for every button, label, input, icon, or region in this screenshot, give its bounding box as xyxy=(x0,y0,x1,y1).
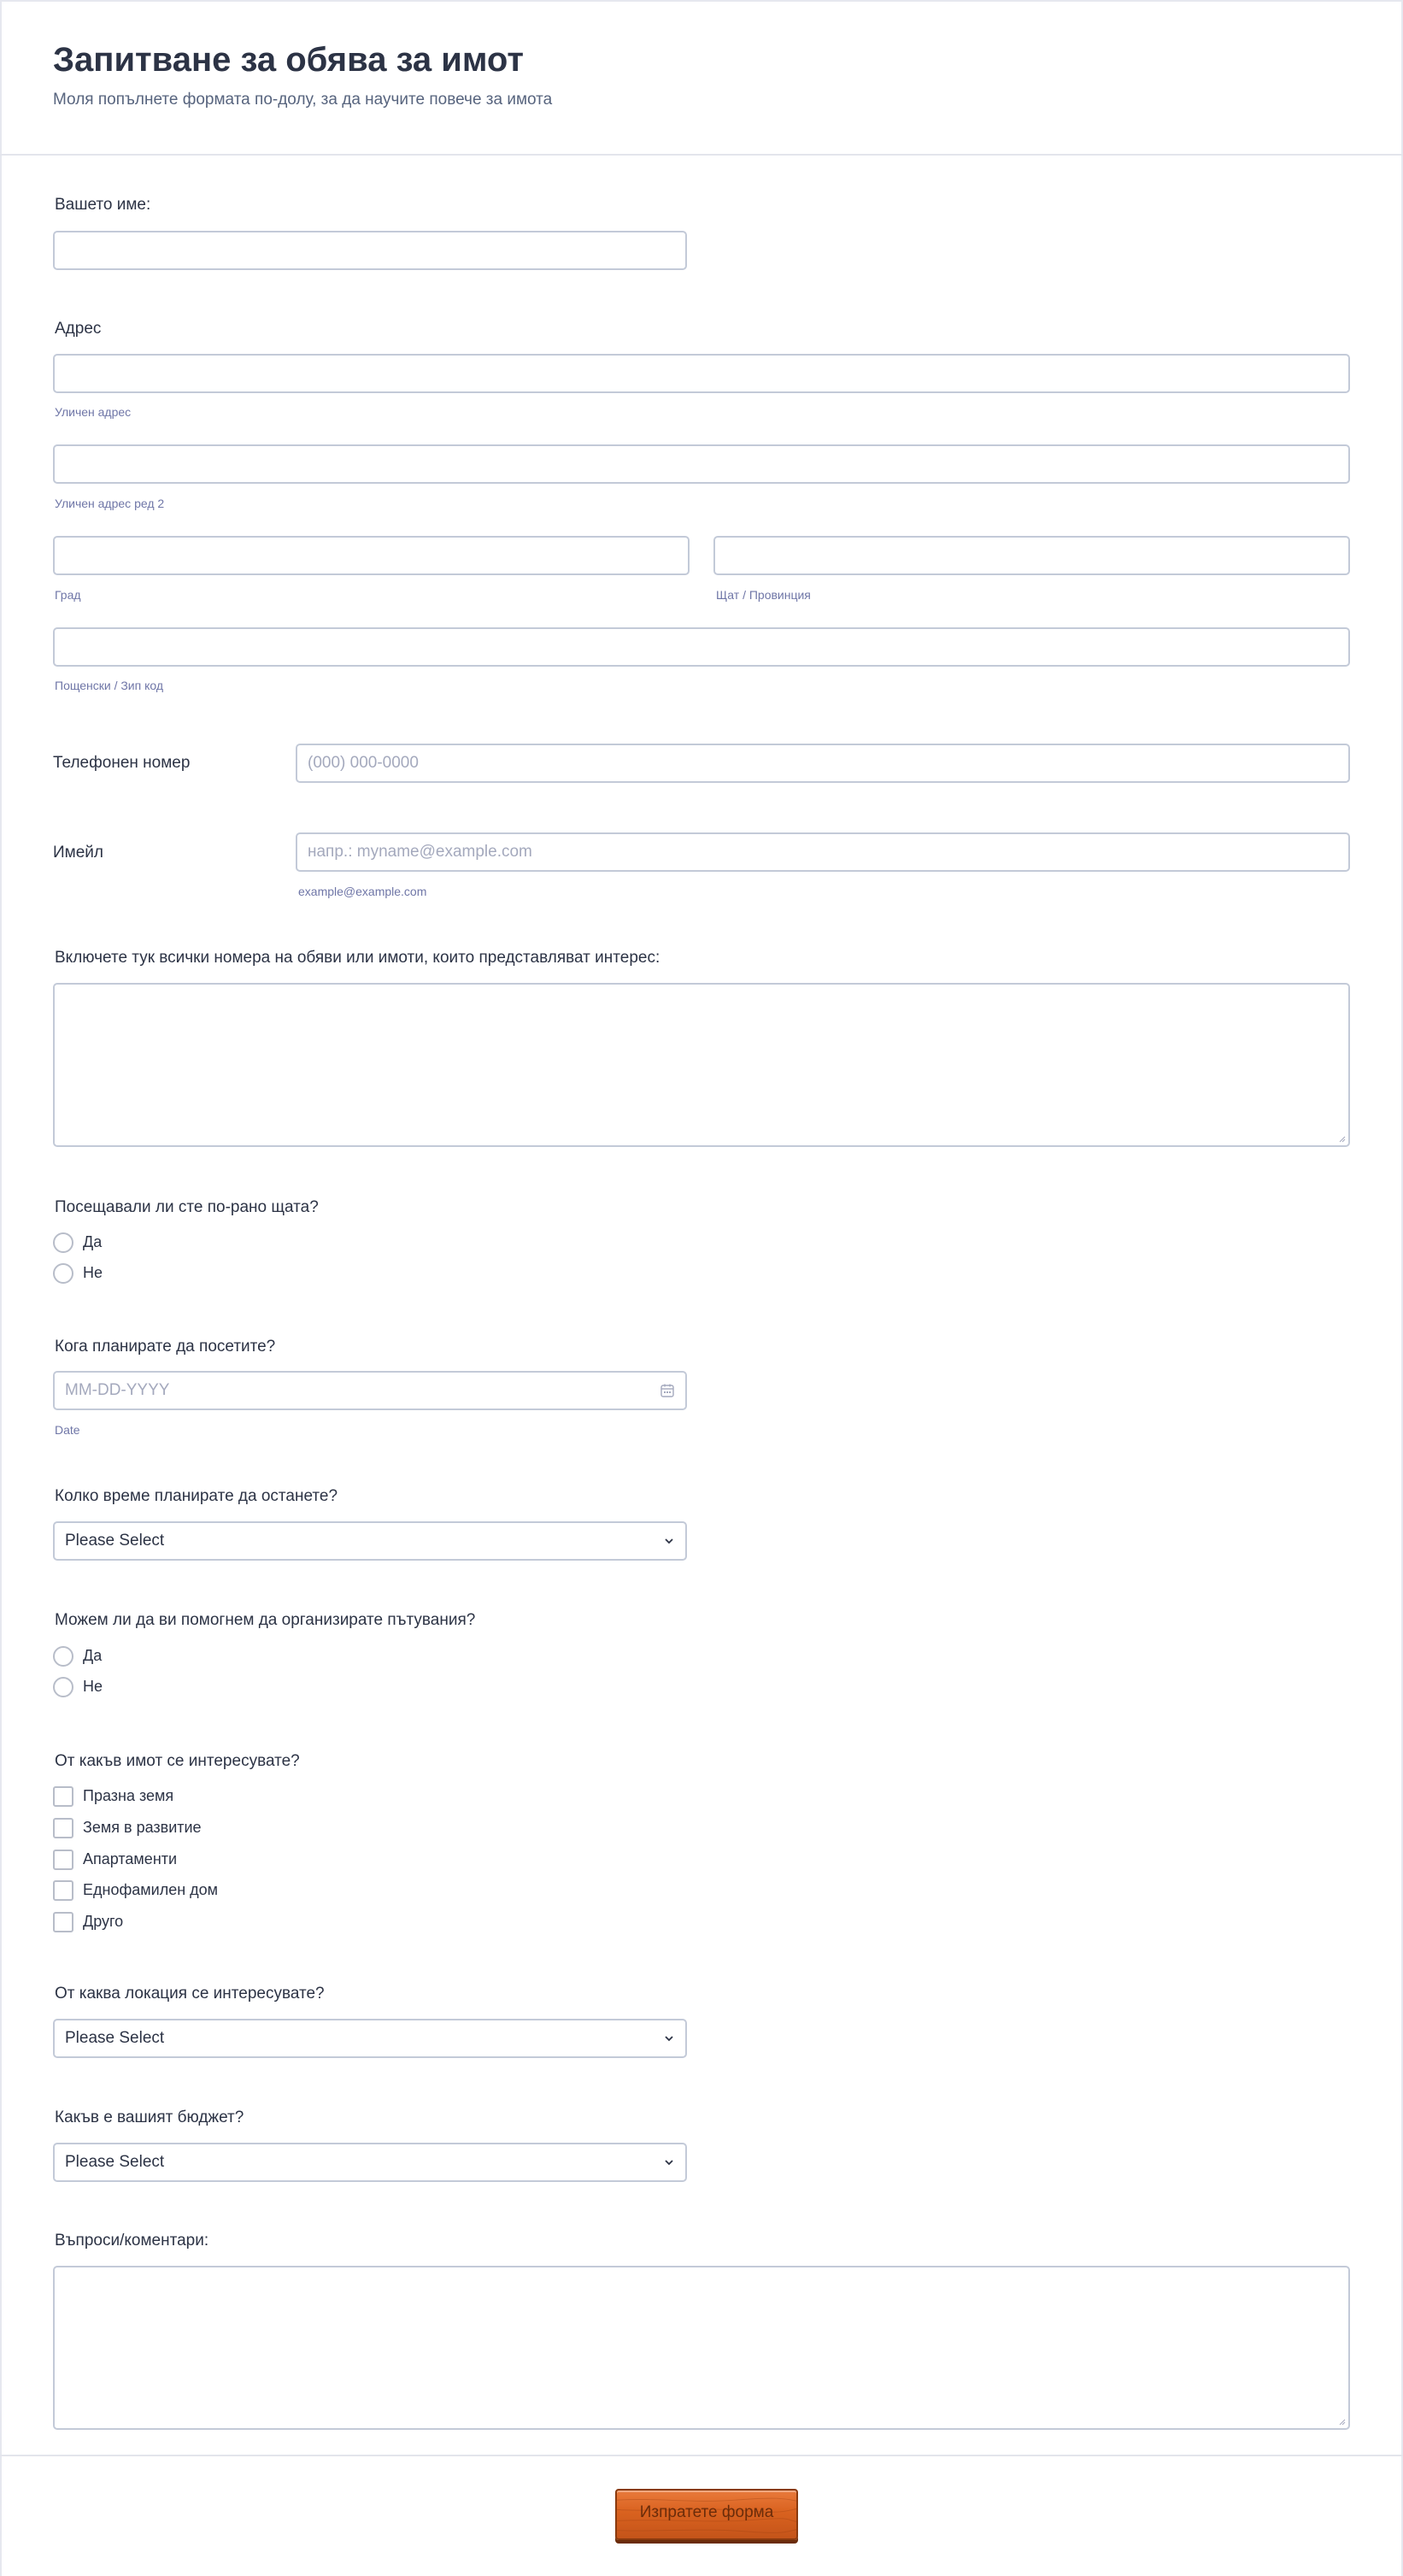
visit-date-sublabel: Date xyxy=(55,1423,80,1437)
visited-no-radio[interactable] xyxy=(53,1263,73,1284)
name-label: Вашето име: xyxy=(55,196,151,214)
phone-label: Телефонен номер xyxy=(53,754,191,772)
chevron-down-icon xyxy=(661,2155,677,2170)
property-development-land-checkbox[interactable] xyxy=(53,1818,73,1838)
property-other-label[interactable]: Друго xyxy=(83,1913,124,1930)
form-subtitle: Моля попълнете формата по-долу, за да научите повече за имота xyxy=(53,91,553,109)
address-label: Адрес xyxy=(55,320,102,338)
property-apartments-label[interactable]: Апартаменти xyxy=(83,1850,178,1867)
street-address-sublabel: Уличен адрес xyxy=(55,405,132,419)
visit-date-input[interactable] xyxy=(53,1371,687,1410)
budget-label: Какъв е вашият бюджет? xyxy=(55,2108,244,2126)
property-apartments-checkbox[interactable] xyxy=(53,1850,73,1870)
phone-placeholder: (000) 000-0000 xyxy=(308,754,419,772)
stay-length-select[interactable] xyxy=(53,1521,687,1561)
calendar-icon[interactable] xyxy=(660,1383,675,1398)
help-travel-yes-label[interactable]: Да xyxy=(83,1647,103,1664)
street-address-input[interactable] xyxy=(53,354,1350,393)
comments-textarea[interactable] xyxy=(53,2266,1350,2430)
zip-input[interactable] xyxy=(53,627,1350,667)
chevron-down-icon xyxy=(661,2031,677,2046)
resize-handle-icon[interactable] xyxy=(1337,1134,1346,1143)
listings-label: Включете тук всички номера на обяви или имоти, които представляват интерес: xyxy=(55,949,660,967)
form-header xyxy=(0,0,1403,156)
email-placeholder: напр.: myname@example.com xyxy=(308,843,532,861)
location-label: От каква локация се интересувате? xyxy=(55,1985,325,2003)
phone-input[interactable] xyxy=(296,744,1350,783)
chevron-down-icon xyxy=(661,1533,677,1549)
email-sublabel: example@example.com xyxy=(298,885,427,898)
property-type-label: От какъв имот се интересувате? xyxy=(55,1752,300,1770)
submit-button[interactable] xyxy=(615,2489,798,2540)
stay-length-label: Колко време планирате да останете? xyxy=(55,1487,338,1505)
street-address-line2-sublabel: Уличен адрес ред 2 xyxy=(55,497,165,510)
visited-no-label[interactable]: Не xyxy=(83,1264,103,1281)
help-travel-no-radio[interactable] xyxy=(53,1677,73,1697)
location-value: Please Select xyxy=(65,2029,165,2047)
visit-date-label: Кога планирате да посетите? xyxy=(55,1338,276,1356)
name-input[interactable] xyxy=(53,231,687,270)
visited-before-label: Посещавали ли сте по-рано щата? xyxy=(55,1198,319,1216)
visited-yes-label[interactable]: Да xyxy=(83,1233,103,1250)
comments-label: Въпроси/коментари: xyxy=(55,2232,209,2250)
property-development-land-label[interactable]: Земя в развитие xyxy=(83,1819,202,1836)
budget-select[interactable] xyxy=(53,2143,687,2182)
state-input[interactable] xyxy=(713,536,1350,575)
property-vacant-land-label[interactable]: Празна земя xyxy=(83,1787,174,1804)
listings-textarea[interactable] xyxy=(53,983,1350,1147)
stay-length-value: Please Select xyxy=(65,1532,165,1550)
visited-yes-radio[interactable] xyxy=(53,1232,73,1253)
budget-value: Please Select xyxy=(65,2153,165,2171)
street-address-line2-input[interactable] xyxy=(53,444,1350,484)
property-single-family-checkbox[interactable] xyxy=(53,1880,73,1901)
help-travel-label: Можем ли да ви помогнем да организирате пътувания? xyxy=(55,1611,476,1629)
form-title: Запитване за обява за имот xyxy=(53,41,524,79)
property-single-family-label[interactable]: Еднофамилен дом xyxy=(83,1881,219,1898)
help-travel-no-label[interactable]: Не xyxy=(83,1678,103,1695)
submit-button-label: Изпратете форма xyxy=(639,2503,774,2521)
email-label: Имейл xyxy=(53,844,103,862)
property-vacant-land-checkbox[interactable] xyxy=(53,1786,73,1807)
location-select[interactable] xyxy=(53,2019,687,2058)
state-sublabel: Щат / Провинция xyxy=(716,588,811,602)
city-sublabel: Град xyxy=(55,588,81,602)
city-input[interactable] xyxy=(53,536,690,575)
visit-date-placeholder: MM-DD-YYYY xyxy=(65,1381,170,1399)
email-input[interactable] xyxy=(296,832,1350,872)
zip-sublabel: Пощенски / Зип код xyxy=(55,679,164,692)
resize-handle-icon[interactable] xyxy=(1337,2417,1346,2426)
help-travel-yes-radio[interactable] xyxy=(53,1646,73,1667)
property-other-checkbox[interactable] xyxy=(53,1912,73,1932)
